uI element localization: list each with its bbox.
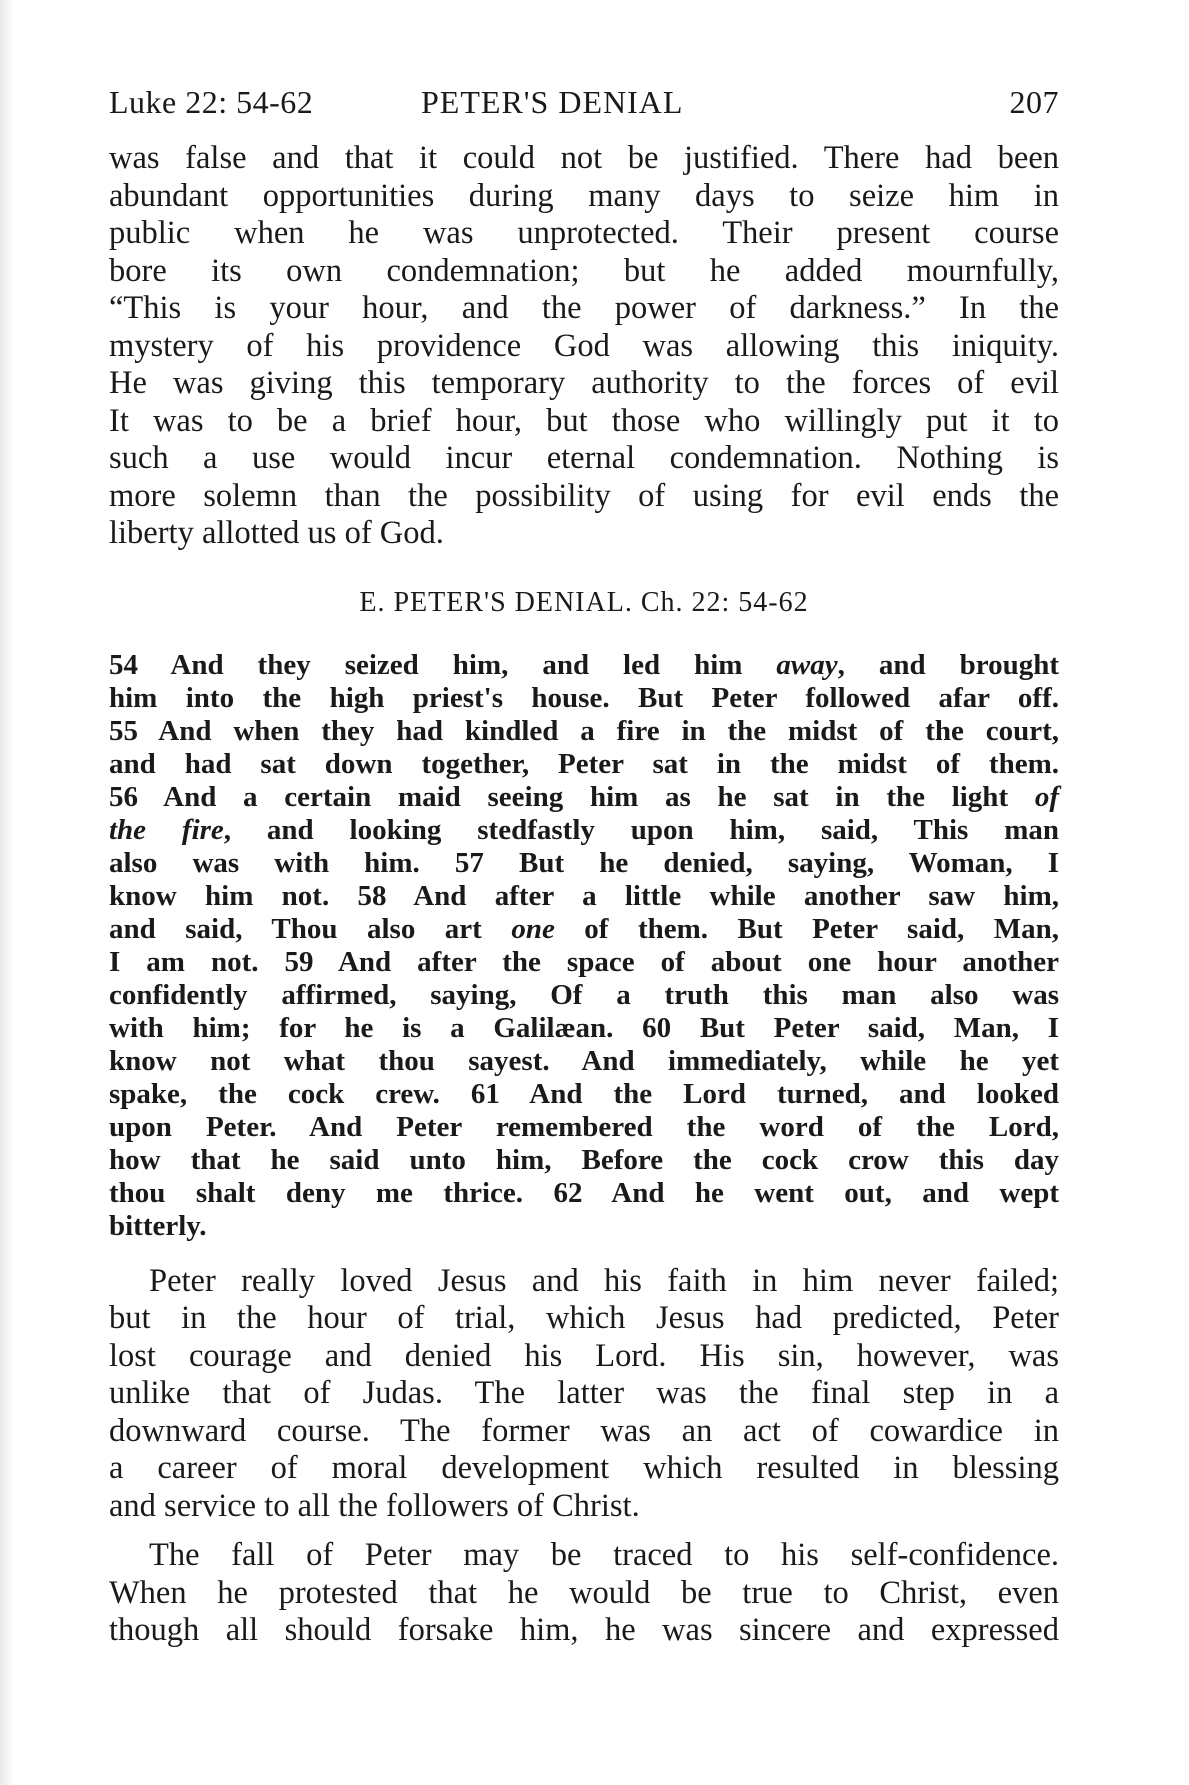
scripture-line: him into the high priest's house. But Peter followed afar off. — [109, 681, 1059, 714]
scripture-line: thou shalt deny me thrice. 62 And he went out, and wept — [109, 1176, 1059, 1209]
text-line: abundant opportunities during many days to seize him in — [109, 177, 1059, 214]
text-line: It was to be a brief hour, but those who willingly put it to — [109, 402, 1059, 439]
text-line: a career of moral development which resulted in blessing — [109, 1450, 1059, 1486]
scripture-passage — [109, 649, 1059, 1243]
text-line: but in the hour of trial, which Jesus had predicted, Peter — [109, 1300, 1059, 1336]
text-line: Peter really loved Jesus and his faith in him never failed; — [149, 1262, 1059, 1299]
text-line: lost courage and denied his Lord. His sin, however, was — [109, 1337, 1059, 1374]
text-line: liberty allotted us of God. — [109, 515, 444, 551]
text-line: downward course. The former was an act of cowardice in — [109, 1412, 1059, 1449]
text-line: He was giving this temporary authority to the forces of evil — [109, 365, 1059, 401]
scripture-line: with him; for he is a Galilæan. 60 But Peter said, Man, I — [109, 1011, 1059, 1044]
running-title: PETER'S DENIAL — [421, 84, 684, 120]
paragraph-commentary — [109, 1263, 1059, 1526]
page-number: 207 — [1009, 84, 1059, 120]
scripture-line: bitterly. — [109, 1209, 207, 1242]
scripture-line: I am not. 59 And after the space of about one hour another — [109, 945, 1059, 978]
scripture-line: and had sat down together, Peter sat in the midst of them. — [109, 747, 1059, 780]
chapter-reference: Luke 22: 54-62 — [109, 84, 314, 120]
scripture-line: also was with him. 57 But he denied, saying, Woman, I — [109, 846, 1059, 879]
book-page — [109, 84, 1059, 1650]
scripture-line: know not what thou sayest. And immediately, while he yet — [109, 1044, 1059, 1077]
scripture-line: and said, Thou also art one of them. But Peter said, Man, — [109, 912, 1059, 945]
text-line: was false and that it could not be justified. There had been — [109, 140, 1059, 176]
text-line: bore its own condemnation; but he added mournfully, — [109, 252, 1059, 289]
scripture-line: upon Peter. And Peter remembered the word of the Lord, — [109, 1110, 1059, 1143]
paragraph-continued — [109, 140, 1059, 553]
scripture-line: spake, the cock crew. 61 And the Lord turned, and looked — [109, 1077, 1059, 1110]
scripture-line: 56 And a certain maid seeing him as he sat in the light of — [109, 780, 1059, 813]
paragraph-gap — [109, 1525, 1059, 1537]
text-line: mystery of his providence God was allowing this iniquity. — [109, 327, 1059, 364]
running-head — [109, 84, 1059, 140]
scripture-line: 55 And when they had kindled a fire in the midst of the court, — [109, 714, 1059, 747]
text-line: though all should forsake him, he was sincere and expressed — [109, 1612, 1059, 1648]
scripture-line: the fire, and looking stedfastly upon him, said, This man — [109, 813, 1059, 846]
text-line: unlike that of Judas. The latter was the final step in a — [109, 1375, 1059, 1411]
paragraph-fall-of-peter — [109, 1537, 1059, 1650]
scripture-line: confidently affirmed, saying, Of a truth this man also was — [109, 978, 1059, 1011]
scripture-line: how that he said unto him, Before the cock crow this day — [109, 1143, 1059, 1176]
binding-edge-shadow — [0, 0, 14, 1785]
scripture-line: 54 And they seized him, and led him away, and brought — [109, 648, 1059, 681]
section-heading: E. PETER'S DENIAL. Ch. 22: 54-62 — [359, 586, 809, 618]
text-line: “This is your hour, and the power of darkness.” In the — [109, 290, 1059, 326]
text-line: The fall of Peter may be traced to his self-confidence. — [149, 1537, 1059, 1573]
text-line: such a use would incur eternal condemnation. Nothing is — [109, 440, 1059, 476]
text-line: public when he was unprotected. Their present course — [109, 215, 1059, 251]
scripture-line: know him not. 58 And after a little while another saw him, — [109, 879, 1059, 912]
text-line: and service to all the followers of Christ. — [109, 1487, 640, 1524]
text-line: more solemn than the possibility of using for evil ends the — [109, 477, 1059, 514]
text-line: When he protested that he would be true to Christ, even — [109, 1574, 1059, 1611]
